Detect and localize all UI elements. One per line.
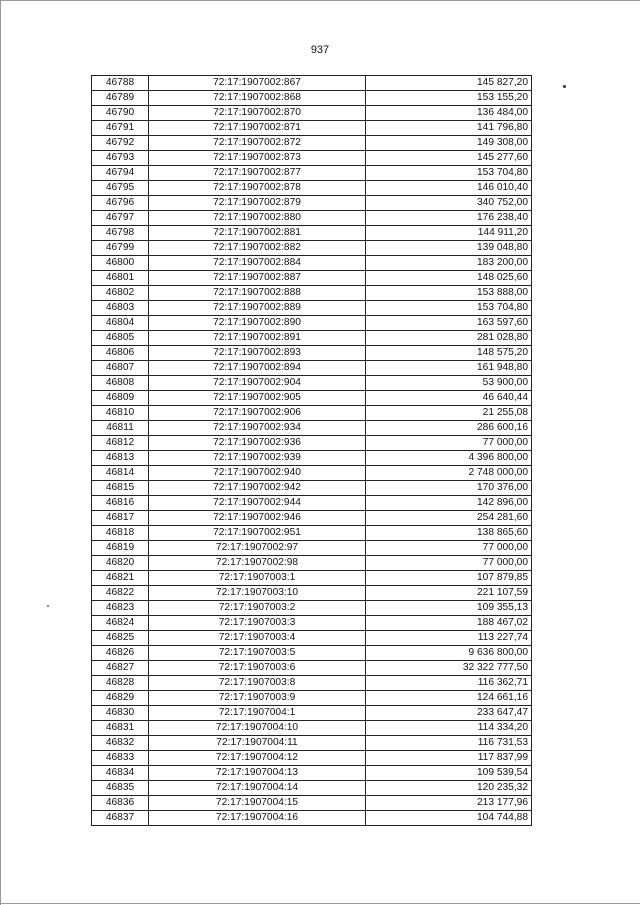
table-row — [92, 316, 532, 331]
table-row — [92, 436, 532, 451]
row-number: 46798 — [92, 226, 149, 241]
cadastral-number: 72:17:1907002:882 — [149, 241, 366, 256]
table-row — [92, 646, 532, 661]
row-number: 46820 — [92, 556, 149, 571]
cadastral-number: 72:17:1907003:9 — [149, 691, 366, 706]
row-number: 46825 — [92, 631, 149, 646]
table-row — [92, 301, 532, 316]
cadastral-number: 72:17:1907003:10 — [149, 586, 366, 601]
table-row — [92, 541, 532, 556]
cadastral-value: 153 704,80 — [366, 166, 532, 181]
row-number: 46808 — [92, 376, 149, 391]
cadastral-number: 72:17:1907004:16 — [149, 811, 366, 826]
row-number: 46791 — [92, 121, 149, 136]
row-number: 46797 — [92, 211, 149, 226]
table-row — [92, 556, 532, 571]
row-number: 46809 — [92, 391, 149, 406]
table-row — [92, 391, 532, 406]
cadastral-number: 72:17:1907002:904 — [149, 376, 366, 391]
table-row — [92, 271, 532, 286]
cadastral-value: 4 396 800,00 — [366, 451, 532, 466]
cadastral-value: 145 277,60 — [366, 151, 532, 166]
cadastral-value: 145 827,20 — [366, 76, 532, 91]
table-row — [92, 571, 532, 586]
cadastral-number: 72:17:1907002:888 — [149, 286, 366, 301]
table-row — [92, 106, 532, 121]
cadastral-value: 149 308,00 — [366, 136, 532, 151]
cadastral-number: 72:17:1907002:893 — [149, 346, 366, 361]
table-row — [92, 796, 532, 811]
row-number: 46806 — [92, 346, 149, 361]
table-row — [92, 811, 532, 826]
table-row — [92, 166, 532, 181]
table-row — [92, 376, 532, 391]
cadastral-number: 72:17:1907002:940 — [149, 466, 366, 481]
row-number: 46828 — [92, 676, 149, 691]
row-number: 46821 — [92, 571, 149, 586]
cadastral-value: 32 322 777,50 — [366, 661, 532, 676]
cadastral-value: 120 235,32 — [366, 781, 532, 796]
row-number: 46807 — [92, 361, 149, 376]
cadastral-value: 21 255,08 — [366, 406, 532, 421]
row-number: 46823 — [92, 601, 149, 616]
table-row — [92, 151, 532, 166]
row-number: 46826 — [92, 646, 149, 661]
table-row — [92, 466, 532, 481]
cadastral-value: 281 028,80 — [366, 331, 532, 346]
cadastral-value: 286 600,16 — [366, 421, 532, 436]
row-number: 46799 — [92, 241, 149, 256]
row-number: 46835 — [92, 781, 149, 796]
row-number: 46816 — [92, 496, 149, 511]
row-number: 46793 — [92, 151, 149, 166]
scan-bottom-edge — [0, 903, 640, 904]
cadastral-number: 72:17:1907002:890 — [149, 316, 366, 331]
table-row — [92, 361, 532, 376]
row-number: 46837 — [92, 811, 149, 826]
table-body — [92, 76, 532, 826]
cadastral-number: 72:17:1907002:877 — [149, 166, 366, 181]
cadastral-value: 161 948,80 — [366, 361, 532, 376]
cadastral-number: 72:17:1907003:1 — [149, 571, 366, 586]
cadastral-value: 2 748 000,00 — [366, 466, 532, 481]
scan-speck — [47, 605, 49, 607]
cadastral-value: 144 911,20 — [366, 226, 532, 241]
row-number: 46795 — [92, 181, 149, 196]
cadastral-number: 72:17:1907002:872 — [149, 136, 366, 151]
row-number: 46790 — [92, 106, 149, 121]
cadastral-number: 72:17:1907003:6 — [149, 661, 366, 676]
cadastral-value: 176 238,40 — [366, 211, 532, 226]
cadastral-number: 72:17:1907002:867 — [149, 76, 366, 91]
row-number: 46812 — [92, 436, 149, 451]
cadastral-number: 72:17:1907002:951 — [149, 526, 366, 541]
row-number: 46830 — [92, 706, 149, 721]
row-number: 46789 — [92, 91, 149, 106]
cadastral-number: 72:17:1907004:11 — [149, 736, 366, 751]
table-row — [92, 226, 532, 241]
table-row — [92, 526, 532, 541]
cadastral-number: 72:17:1907002:944 — [149, 496, 366, 511]
cadastral-number: 72:17:1907004:1 — [149, 706, 366, 721]
cadastral-number: 72:17:1907002:868 — [149, 91, 366, 106]
cadastral-value: 53 900,00 — [366, 376, 532, 391]
row-number: 46822 — [92, 586, 149, 601]
table-row — [92, 346, 532, 361]
table-row — [92, 241, 532, 256]
cadastral-value: 142 896,00 — [366, 496, 532, 511]
row-number: 46788 — [92, 76, 149, 91]
cadastral-value: 170 376,00 — [366, 481, 532, 496]
row-number: 46819 — [92, 541, 149, 556]
cadastral-value: 77 000,00 — [366, 556, 532, 571]
cadastral-value: 148 025,60 — [366, 271, 532, 286]
row-number: 46803 — [92, 301, 149, 316]
table-row — [92, 76, 532, 91]
scan-speck — [563, 85, 566, 88]
row-number: 46802 — [92, 286, 149, 301]
row-number: 46810 — [92, 406, 149, 421]
cadastral-number: 72:17:1907002:894 — [149, 361, 366, 376]
table-row — [92, 136, 532, 151]
table-row — [92, 406, 532, 421]
cadastral-value: 139 048,80 — [366, 241, 532, 256]
row-number: 46827 — [92, 661, 149, 676]
cadastral-number: 72:17:1907003:5 — [149, 646, 366, 661]
table-row — [92, 421, 532, 436]
cadastral-number: 72:17:1907002:936 — [149, 436, 366, 451]
table-row — [92, 286, 532, 301]
row-number: 46804 — [92, 316, 149, 331]
cadastral-value: 104 744,88 — [366, 811, 532, 826]
cadastral-value: 183 200,00 — [366, 256, 532, 271]
row-number: 46796 — [92, 196, 149, 211]
table-row — [92, 586, 532, 601]
row-number: 46832 — [92, 736, 149, 751]
cadastral-number: 72:17:1907002:884 — [149, 256, 366, 271]
table-row — [92, 691, 532, 706]
table-row — [92, 661, 532, 676]
table-row — [92, 211, 532, 226]
cadastral-number: 72:17:1907002:905 — [149, 391, 366, 406]
cadastral-number: 72:17:1907002:878 — [149, 181, 366, 196]
cadastral-number: 72:17:1907002:871 — [149, 121, 366, 136]
cadastral-value: 254 281,60 — [366, 511, 532, 526]
table-row — [92, 601, 532, 616]
table-row — [92, 736, 532, 751]
row-number: 46824 — [92, 616, 149, 631]
page-number: 937 — [310, 44, 330, 56]
table-row — [92, 751, 532, 766]
table-row — [92, 181, 532, 196]
table-row — [92, 676, 532, 691]
table-row — [92, 706, 532, 721]
cadastral-value: 141 796,80 — [366, 121, 532, 136]
cadastral-value: 109 355,13 — [366, 601, 532, 616]
row-number: 46834 — [92, 766, 149, 781]
row-number: 46833 — [92, 751, 149, 766]
cadastral-number: 72:17:1907002:98 — [149, 556, 366, 571]
row-number: 46800 — [92, 256, 149, 271]
cadastral-value: 77 000,00 — [366, 436, 532, 451]
table-row — [92, 481, 532, 496]
cadastral-value: 116 362,71 — [366, 676, 532, 691]
scan-top-edge — [0, 0, 640, 1]
cadastral-number: 72:17:1907002:881 — [149, 226, 366, 241]
cadastral-value: 148 575,20 — [366, 346, 532, 361]
cadastral-number: 72:17:1907003:4 — [149, 631, 366, 646]
table-row — [92, 496, 532, 511]
cadastral-number: 72:17:1907002:887 — [149, 271, 366, 286]
row-number: 46815 — [92, 481, 149, 496]
row-number: 46813 — [92, 451, 149, 466]
cadastral-number: 72:17:1907004:10 — [149, 721, 366, 736]
cadastral-value: 146 010,40 — [366, 181, 532, 196]
cadastral-value: 213 177,96 — [366, 796, 532, 811]
cadastral-number: 72:17:1907002:939 — [149, 451, 366, 466]
table-row — [92, 91, 532, 106]
row-number: 46831 — [92, 721, 149, 736]
table-row — [92, 331, 532, 346]
row-number: 46792 — [92, 136, 149, 151]
row-number: 46811 — [92, 421, 149, 436]
cadastral-number: 72:17:1907002:889 — [149, 301, 366, 316]
cadastral-value: 116 731,53 — [366, 736, 532, 751]
row-number: 46829 — [92, 691, 149, 706]
table-row — [92, 451, 532, 466]
row-number: 46794 — [92, 166, 149, 181]
cadastral-number: 72:17:1907003:2 — [149, 601, 366, 616]
cadastral-value: 138 865,60 — [366, 526, 532, 541]
table-row — [92, 511, 532, 526]
cadastral-value: 124 661,16 — [366, 691, 532, 706]
cadastral-value: 77 000,00 — [366, 541, 532, 556]
cadastral-value: 340 752,00 — [366, 196, 532, 211]
row-number: 46818 — [92, 526, 149, 541]
cadastral-number: 72:17:1907002:870 — [149, 106, 366, 121]
table-row — [92, 256, 532, 271]
table-row — [92, 616, 532, 631]
cadastral-value: 109 539,54 — [366, 766, 532, 781]
cadastral-number: 72:17:1907003:8 — [149, 676, 366, 691]
cadastral-number: 72:17:1907004:13 — [149, 766, 366, 781]
cadastral-value: 163 597,60 — [366, 316, 532, 331]
cadastral-value: 136 484,00 — [366, 106, 532, 121]
cadastral-value: 113 227,74 — [366, 631, 532, 646]
cadastral-number: 72:17:1907002:942 — [149, 481, 366, 496]
cadastral-number: 72:17:1907002:906 — [149, 406, 366, 421]
cadastral-number: 72:17:1907002:946 — [149, 511, 366, 526]
cadastral-number: 72:17:1907004:12 — [149, 751, 366, 766]
cadastral-value: 117 837,99 — [366, 751, 532, 766]
cadastral-value: 153 888,00 — [366, 286, 532, 301]
cadastral-number: 72:17:1907002:879 — [149, 196, 366, 211]
cadastral-value: 107 879,85 — [366, 571, 532, 586]
cadastral-number: 72:17:1907002:934 — [149, 421, 366, 436]
table-row — [92, 781, 532, 796]
table-row — [92, 721, 532, 736]
cadastral-number: 72:17:1907003:3 — [149, 616, 366, 631]
cadastral-value: 114 334,20 — [366, 721, 532, 736]
cadastral-value-table — [91, 75, 532, 826]
row-number: 46805 — [92, 331, 149, 346]
cadastral-value: 153 155,20 — [366, 91, 532, 106]
cadastral-value: 188 467,02 — [366, 616, 532, 631]
cadastral-value: 46 640,44 — [366, 391, 532, 406]
row-number: 46836 — [92, 796, 149, 811]
cadastral-number: 72:17:1907002:880 — [149, 211, 366, 226]
cadastral-number: 72:17:1907002:873 — [149, 151, 366, 166]
row-number: 46814 — [92, 466, 149, 481]
scan-left-edge — [0, 0, 1, 905]
table-row — [92, 121, 532, 136]
cadastral-value: 221 107,59 — [366, 586, 532, 601]
cadastral-number: 72:17:1907002:97 — [149, 541, 366, 556]
table-row — [92, 196, 532, 211]
table-row — [92, 766, 532, 781]
cadastral-value: 153 704,80 — [366, 301, 532, 316]
row-number: 46817 — [92, 511, 149, 526]
row-number: 46801 — [92, 271, 149, 286]
cadastral-number: 72:17:1907004:15 — [149, 796, 366, 811]
cadastral-number: 72:17:1907002:891 — [149, 331, 366, 346]
cadastral-value: 233 647,47 — [366, 706, 532, 721]
table-row — [92, 631, 532, 646]
cadastral-value: 9 636 800,00 — [366, 646, 532, 661]
cadastral-number: 72:17:1907004:14 — [149, 781, 366, 796]
